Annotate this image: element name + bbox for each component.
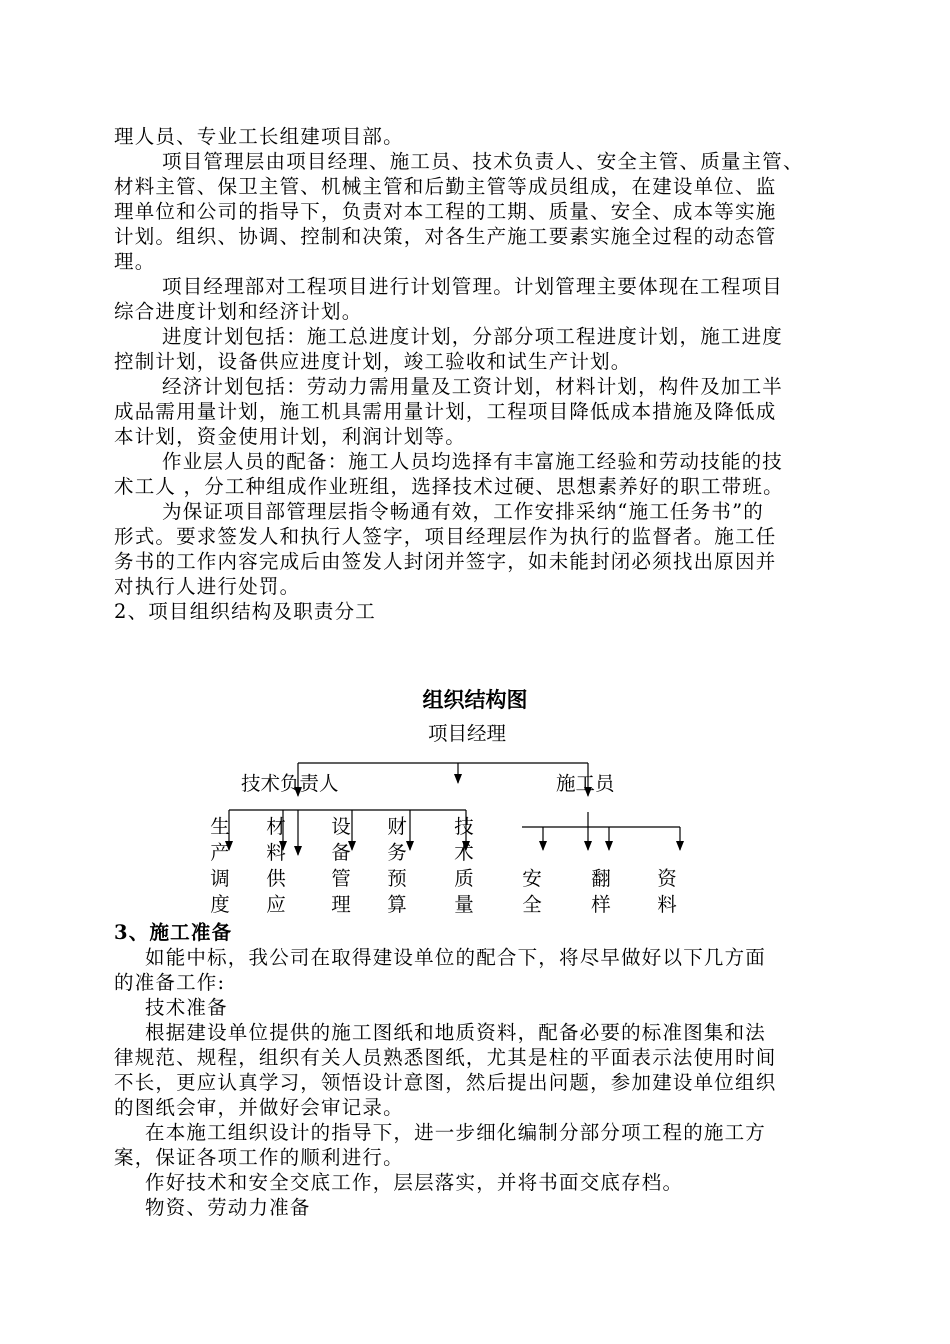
text-line: 项目经理部对工程项目进行计划管理。计划管理主要体现在工程项目 [162, 275, 784, 298]
org-node-tech-lead: 技术负责人 [241, 772, 339, 795]
text-line: 术工人 ，分工种组成作业班组，选择技术过硬、思想素养好的职工带班。 [114, 475, 784, 498]
text-line: 形式。要求签发人和执行人签字，项目经理层作为执行的监督者。施工任 [114, 525, 777, 548]
text-line: 材料主管、保卫主管、机械主管和后勤主管等成员组成，在建设单位、监 [114, 175, 777, 198]
org-leaf-node: 生产调度 [210, 815, 230, 916]
text-line: 控制计划，设备供应进度计划，竣工验收和试生产计划。 [114, 350, 632, 373]
org-leaf-node: 财务预算 [387, 815, 407, 916]
org-node-construction-staff: 施工员 [556, 772, 615, 795]
org-chart-title: 组织结构图 [422, 688, 528, 712]
subheading: 物资、劳动力准备 [145, 1196, 311, 1219]
text-line: 的准备工作: [114, 971, 226, 994]
text-line: 律规范、规程，组织有关人员熟悉图纸，尤其是柱的平面表示法使用时间 [114, 1046, 777, 1069]
org-leaf-node: 设备管理 [331, 815, 351, 916]
text-line: 根据建设单位提供的施工图纸和地质资料，配备必要的标准图集和法 [145, 1021, 767, 1044]
text-line: 如能中标，我公司在取得建设单位的配合下，将尽早做好以下几方面 [145, 946, 767, 969]
org-leaf-node: 资料 [657, 867, 677, 916]
text-line: 理人员、专业工长组建项目部。 [114, 125, 404, 148]
org-leaf-node: 翻样 [591, 867, 611, 916]
text-line: 务书的工作内容完成后由签发人封闭并签字，如未能封闭必须找出原因并 [114, 550, 777, 573]
org-node-root: 项目经理 [428, 722, 507, 745]
subheading: 技术准备 [145, 996, 228, 1019]
text-line: 的图纸会审，并做好会审记录。 [114, 1096, 404, 1119]
text-line: 作好技术和安全交底工作，层层落实，并将书面交底存档。 [145, 1171, 684, 1194]
text-line: 成品需用量计划，施工机具需用量计划，工程项目降低成本措施及降低成 [114, 400, 777, 423]
section-heading: 3、施工准备 [114, 921, 233, 944]
text-line: 为保证项目部管理层指令畅通有效，工作安排采纳“施工任务书”的 [162, 500, 764, 523]
section-heading: 2、项目组织结构及职责分工 [114, 600, 377, 623]
text-line: 经济计划包括：劳动力需用量及工资计划，材料计划，构件及加工半 [162, 375, 784, 398]
text-line: 作业层人员的配备：施工人员均选择有丰富施工经验和劳动技能的技 [162, 450, 784, 473]
text-line: 计划。组织、协调、控制和决策，对各生产施工要素实施全过程的动态管 [114, 225, 777, 248]
org-leaf-node: 技术质量 [454, 815, 474, 916]
text-line: 理。 [114, 250, 156, 273]
text-line: 进度计划包括：施工总进度计划，分部分项工程进度计划，施工进度 [162, 325, 784, 348]
text-line: 案，保证各项工作的顺利进行。 [114, 1146, 404, 1169]
text-line: 综合进度计划和经济计划。 [114, 300, 363, 323]
text-line: 项目管理层由项目经理、施工员、技术负责人、安全主管、质量主管、 [162, 150, 804, 173]
org-leaf-node: 安全 [522, 867, 542, 916]
text-line: 本计划，资金使用计划，利润计划等。 [114, 425, 466, 448]
text-line: 在本施工组织设计的指导下，进一步细化编制分部分项工程的施工方 [145, 1121, 767, 1144]
text-line: 不长，更应认真学习，领悟设计意图，然后提出问题，参加建设单位组织 [114, 1071, 777, 1094]
org-leaf-node: 材料供应 [266, 815, 286, 916]
text-line: 理单位和公司的指导下，负责对本工程的工期、质量、安全、成本等实施 [114, 200, 777, 223]
text-line: 对执行人进行处罚。 [114, 575, 301, 598]
